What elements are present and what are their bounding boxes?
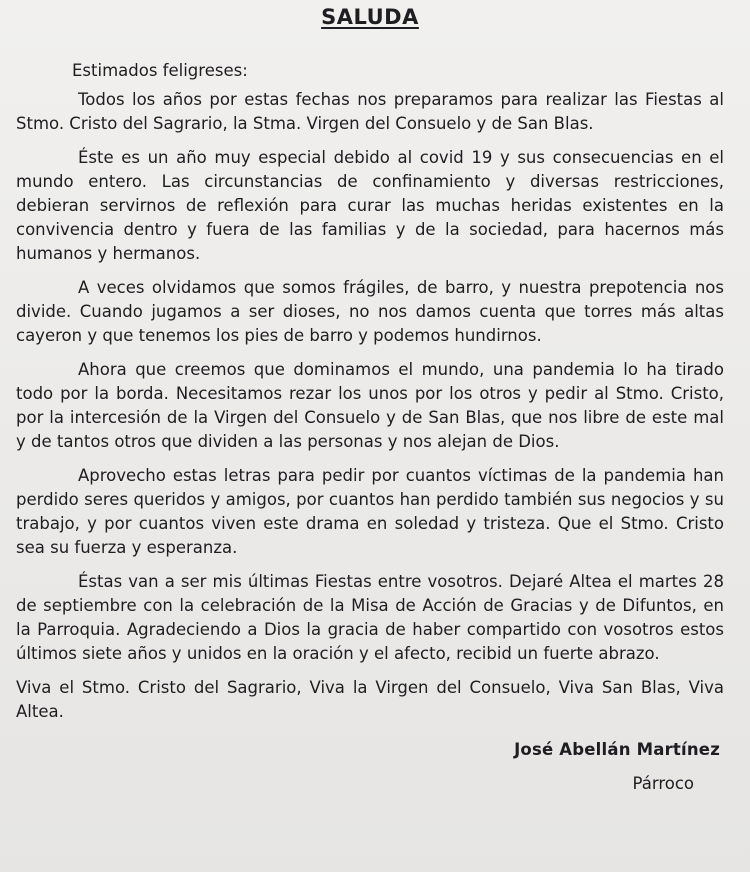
closing-salutation: Viva el Stmo. Cristo del Sagrario, Viva la Virgen del Consuelo, Viva San Blas, Viva Altea. — [16, 678, 724, 721]
paragraph-4: Ahora que creemos que dominamos el mundo, una pandemia lo ha tirado todo por la borda. Necesitamos rezar los unos por los otros y pedir al Stmo. Cristo, por la intercesión de la Virgen del Consuelo y de San Blas, que nos libre de este mal y de tantos otros que dividen a las personas y nos alejan de Dios. — [16, 360, 724, 451]
paragraph-6: Éstas van a ser mis últimas Fiestas entre vosotros. Dejaré Altea el martes 28 de septiembre con la celebración de la Misa de Acción de Gracias y de Difuntos, en la Parroquia. Agradeciendo a Dios la gracia de haber compartido con vosotros estos últimos siete años y unidos en la oración y el afecto, recibid un fuerte abrazo. — [16, 572, 724, 663]
paragraph-5: Aprovecho estas letras para pedir por cuantos víctimas de la pandemia han perdido seres queridos y amigos, por cuantos han perdido también sus negocios y su trabajo, y por cuantos viven este drama en soledad y tristeza. Que el Stmo. Cristo sea su fuerza y esperanza. — [16, 466, 724, 557]
paragraph-3: A veces olvidamos que somos frágiles, de barro, y nuestra prepotencia nos divide. Cuando jugamos a ser dioses, no nos damos cuenta que torres más altas cayeron y que tenemos los pies de barro y podemos hundirnos. — [16, 278, 724, 345]
signature-name: José Abellán Martínez — [514, 740, 720, 759]
paragraph-1: Todos los años por estas fechas nos preparamos para realizar las Fiestas al Stmo. Cristo del Sagrario, la Stma. Virgen del Consuelo y de San Blas. — [16, 90, 724, 133]
letter-greeting: Estimados feligreses: — [72, 61, 248, 80]
letter-title: SALUDA — [321, 5, 419, 29]
paragraph-2: Éste es un año muy especial debido al covid 19 y sus consecuencias en el mundo entero. Las circunstancias de confinamiento y diversas restricciones, debieran servirnos de reflexión para curar las muchas heridas existentes en la convivencia dentro y fuera de las familias y de la sociedad, para hacernos más humanos y hermanos. — [16, 148, 724, 263]
signature-role: Párroco — [632, 774, 694, 793]
